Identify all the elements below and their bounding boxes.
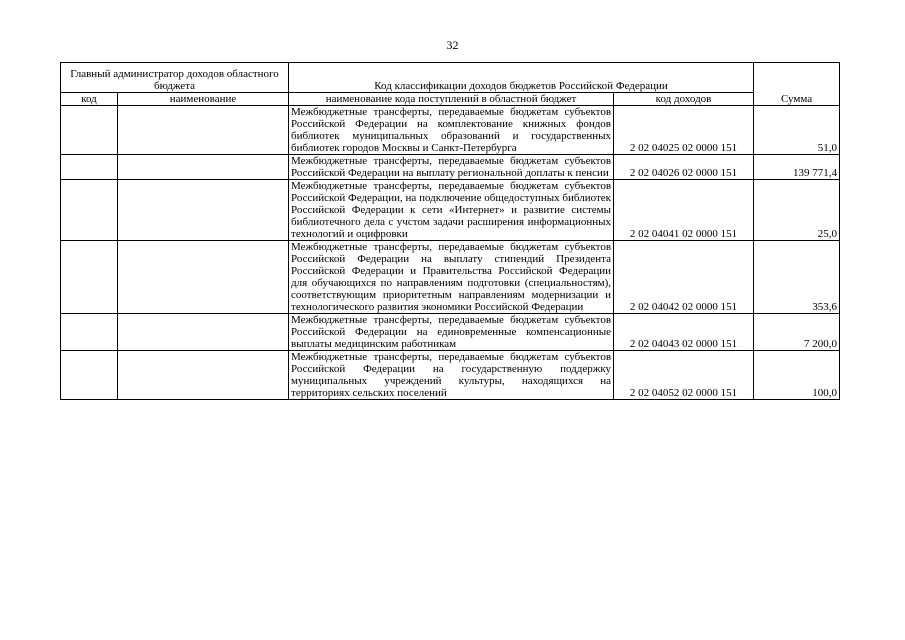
income-code: 2 02 04041 02 0000 151 xyxy=(614,180,754,241)
amount: 100,0 xyxy=(754,351,840,400)
admin-name-cell xyxy=(118,155,289,180)
admin-code-cell xyxy=(61,106,118,155)
admin-name-cell xyxy=(118,351,289,400)
table-row xyxy=(61,241,840,314)
admin-name-cell xyxy=(118,314,289,351)
admin-code-cell xyxy=(61,314,118,351)
header-sum: Сумма xyxy=(754,63,840,106)
table-row xyxy=(61,351,840,400)
income-description: Межбюджетные трансферты, передаваемые бюджетам субъектов Российской Федерации на государственную поддержку муниципальных учреждений культуры, находящихся на территориях сельских поселений xyxy=(289,351,614,400)
header-name: наименование xyxy=(118,93,289,106)
income-code: 2 02 04042 02 0000 151 xyxy=(614,241,754,314)
amount: 51,0 xyxy=(754,106,840,155)
table-row xyxy=(61,155,840,180)
header-classification-group: Код классификации доходов бюджетов Российской Федерации xyxy=(289,63,754,93)
admin-code-cell xyxy=(61,155,118,180)
income-description: Межбюджетные трансферты, передаваемые бюджетам субъектов Российской Федерации на выплату региональной доплаты к пенсии xyxy=(289,155,614,180)
income-code: 2 02 04026 02 0000 151 xyxy=(614,155,754,180)
page-number: 32 xyxy=(446,38,459,52)
header-income-code: код доходов xyxy=(614,93,754,106)
admin-code-cell xyxy=(61,180,118,241)
header-income-name: наименование кода поступлений в областной бюджет xyxy=(289,93,614,106)
admin-code-cell xyxy=(61,351,118,400)
admin-name-cell xyxy=(118,106,289,155)
income-description: Межбюджетные трансферты, передаваемые бюджетам субъектов Российской Федерации на комплектование книжных фондов библиотек муниципальных образований и государственных библиотек городов Москвы и Санкт-Петербурга xyxy=(289,106,614,155)
admin-code-cell xyxy=(61,241,118,314)
amount: 139 771,4 xyxy=(754,155,840,180)
income-description: Межбюджетные трансферты, передаваемые бюджетам субъектов Российской Федерации на выплату стипендий Президента Российской Федерации и Правительства Российской Федерации для обучающихся по направлениям подготовки (специальностям), соответствующим приоритетным направлениям модернизации и технологического развития экономики Российской Федерации xyxy=(289,241,614,314)
income-code: 2 02 04052 02 0000 151 xyxy=(614,351,754,400)
table-row xyxy=(61,314,840,351)
admin-name-cell xyxy=(118,241,289,314)
header-admin-group: Главный администратор доходов областного бюджета xyxy=(61,63,289,93)
budget-income-table xyxy=(60,62,840,400)
table-row xyxy=(61,106,840,155)
income-code: 2 02 04043 02 0000 151 xyxy=(614,314,754,351)
income-description: Межбюджетные трансферты, передаваемые бюджетам субъектов Российской Федерации, на подключение общедоступных библиотек Российской Федерации к сети «Интернет» и развитие системы библиотечного дела с учстом задачи расширения информационных технологий и оцифровки xyxy=(289,180,614,241)
income-code: 2 02 04025 02 0000 151 xyxy=(614,106,754,155)
amount: 7 200,0 xyxy=(754,314,840,351)
amount: 25,0 xyxy=(754,180,840,241)
amount: 353,6 xyxy=(754,241,840,314)
header-code: код xyxy=(61,93,118,106)
income-description: Межбюджетные трансферты, передаваемые бюджетам субъектов Российской Федерации на единовременные компенсационные выплаты медицинским работникам xyxy=(289,314,614,351)
table-row xyxy=(61,180,840,241)
admin-name-cell xyxy=(118,180,289,241)
